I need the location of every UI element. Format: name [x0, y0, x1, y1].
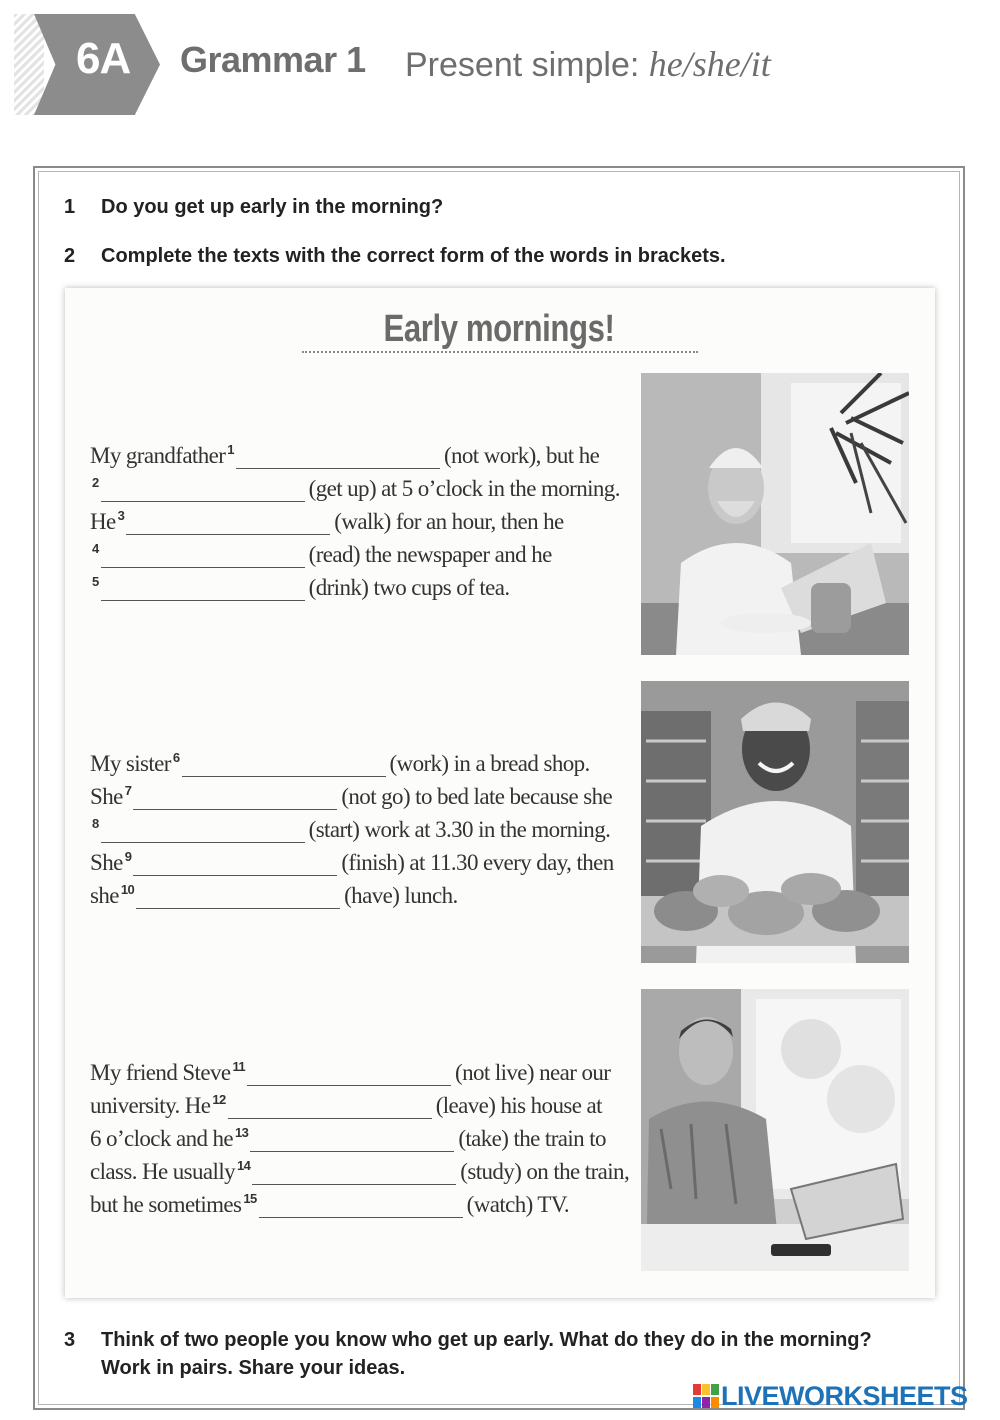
logo-cell	[702, 1384, 710, 1395]
text-line: She $^9$ (finish) at 11.30 every day, then	[90, 849, 614, 875]
text-line: 6 o’clock and he $^{13}$ (take) the train to	[90, 1125, 606, 1151]
text-line: she $^{10}$ (have) lunch.	[90, 882, 458, 908]
answer-blank-15[interactable]	[259, 1194, 463, 1218]
text-line: $^2$ (get up) at 5 o’clock in the morning.	[92, 475, 620, 501]
text-line: $^4$ (read) the newspaper and he	[92, 541, 552, 567]
text-line: university. He $^{12}$ (leave) his house at	[90, 1092, 602, 1118]
photo-steve	[641, 989, 909, 1271]
text-line: My grandfather $^1$ (not work), but he	[90, 442, 600, 468]
photo-grandfather-image	[641, 373, 909, 655]
brand-name: LIVEWORKSHEETS	[721, 1380, 968, 1411]
answer-blank-10[interactable]	[136, 885, 340, 909]
text-line: He $^3$ (walk) for an hour, then he	[90, 508, 564, 534]
photo-sister-image	[641, 681, 909, 963]
paragraph-grandfather	[90, 433, 630, 598]
liveworksheets-brand[interactable]	[693, 1382, 968, 1410]
photo-sister	[641, 681, 909, 963]
text-line: class. He usually $^{14}$ (study) on the train,	[90, 1158, 630, 1184]
photo-grandfather	[641, 373, 909, 655]
logo-cell	[711, 1384, 719, 1395]
liveworksheets-logo-icon	[693, 1384, 719, 1408]
text-line: $^8$ (start) work at 3.30 in the morning.	[92, 816, 611, 842]
logo-cell	[693, 1397, 701, 1408]
logo-cell	[702, 1397, 710, 1408]
header-stripes	[14, 14, 44, 115]
text-line: but he sometimes $^{15}$ (watch) TV.	[90, 1191, 570, 1217]
text-line: My friend Steve $^{11}$ (not live) near our	[90, 1059, 611, 1085]
panel-title: Early mornings!	[383, 308, 615, 350]
answer-blank-5[interactable]	[101, 577, 305, 601]
section-subtitle: Present simple: he/she/it	[405, 44, 771, 84]
logo-cell	[693, 1384, 701, 1395]
text-line: $^5$ (drink) two cups of tea.	[92, 574, 510, 600]
text-line: She $^7$ (not go) to bed late because she	[90, 783, 613, 809]
logo-cell	[711, 1397, 719, 1408]
section-title: Grammar 1	[180, 39, 366, 80]
paragraph-sister	[90, 741, 630, 906]
text-line: My sister $^6$ (work) in a bread shop.	[90, 750, 590, 776]
title-underline	[302, 351, 698, 353]
unit-label: 6A	[76, 34, 131, 83]
paragraph-steve	[90, 1050, 630, 1215]
question-1: 1 Do you get up early in the morning?	[64, 196, 444, 218]
photo-steve-image	[641, 989, 909, 1271]
question-2: 2 Complete the texts with the correct form of the words in brackets.	[64, 245, 726, 267]
question-3: 3 Think of two people you know who get up early. What do they do in the morning? Work in pairs. Share your ideas.	[64, 1329, 872, 1379]
